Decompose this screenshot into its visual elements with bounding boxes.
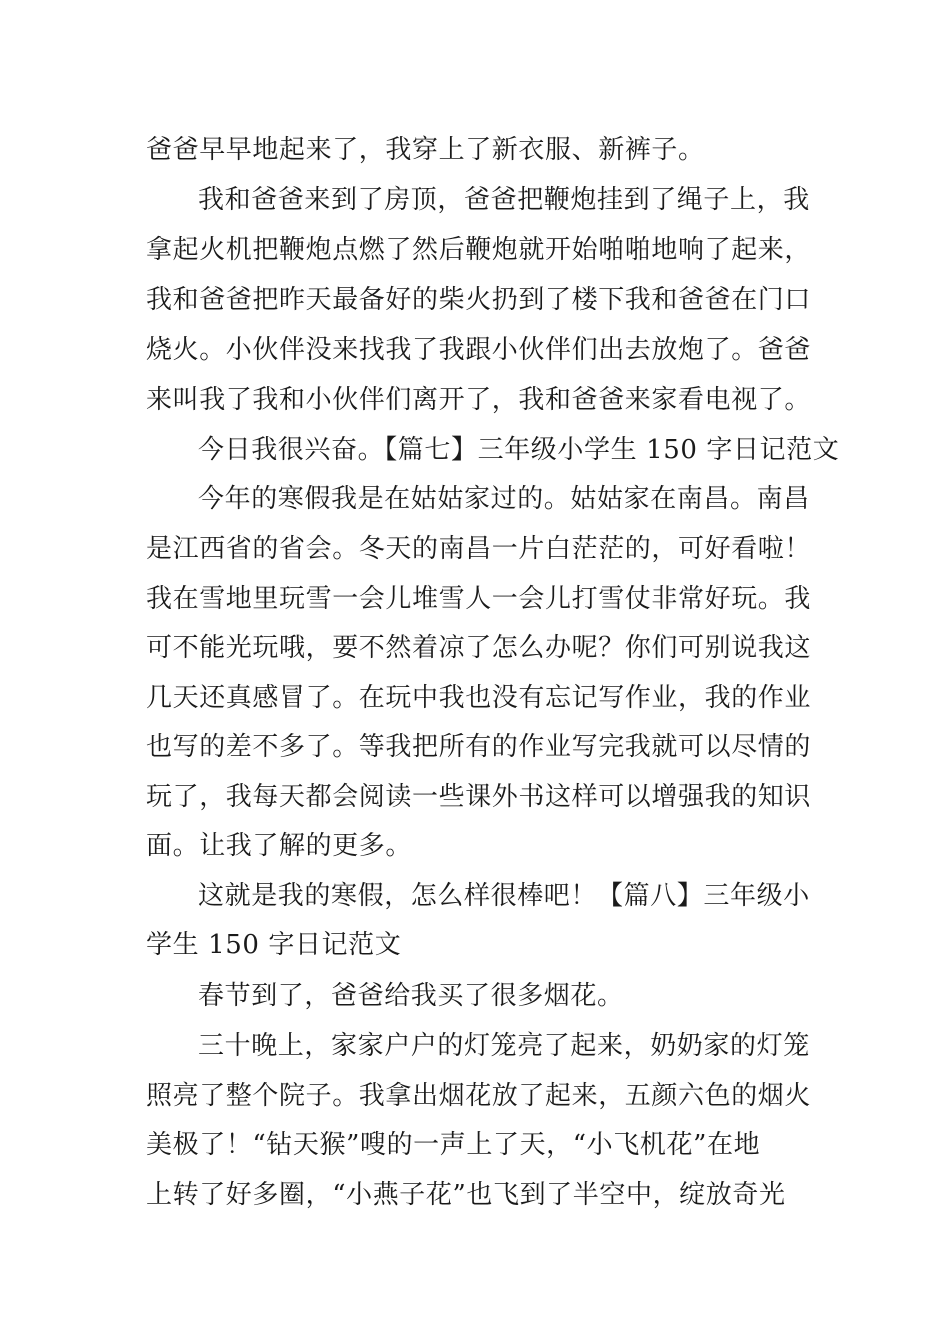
text-line: 烧火。小伙伴没来找我了我跟小伙伴们出去放炮了。爸爸: [146, 335, 812, 365]
text-line: 可不能光玩哦，要不然着凉了怎么办呢？你们可别说我这: [146, 633, 812, 663]
text-line: 我在雪地里玩雪一会儿堆雪人一会儿打雪仗非常好玩。我: [146, 584, 812, 614]
text-line: 上转了好多圈，“小燕子花”也飞到了半空中，绽放奇光: [146, 1180, 786, 1210]
paragraph-first-line: 这就是我的寒假，怎么样很棒吧！【篇八】三年级小: [198, 881, 810, 911]
text-line: 拿起火机把鞭炮点燃了然后鞭炮就开始啪啪地响了起来，: [146, 235, 812, 265]
text-line: 照亮了整个院子。我拿出烟花放了起来，五颜六色的烟火: [146, 1081, 812, 1111]
text-line: 几天还真感冒了。在玩中我也没有忘记写作业，我的作业: [146, 683, 812, 713]
paragraph-first-line: 今年的寒假我是在姑姑家过的。姑姑家在南昌。南昌: [198, 484, 810, 514]
text-line: 面。让我了解的更多。: [146, 831, 413, 861]
paragraph-first-line: 三十晚上，家家户户的灯笼亮了起来，奶奶家的灯笼: [198, 1031, 810, 1061]
text-line: 爸爸早早地起来了，我穿上了新衣服、新裤子。: [146, 135, 705, 165]
paragraph-first-line: 春节到了，爸爸给我买了很多烟花。: [198, 981, 624, 1011]
text-line: 是江西省的省会。冬天的南昌一片白茫茫的，可好看啦！: [146, 534, 812, 564]
text-line: 也写的差不多了。等我把所有的作业写完我就可以尽情的: [146, 732, 812, 762]
paragraph-first-line: 我和爸爸来到了房顶，爸爸把鞭炮挂到了绳子上，我: [198, 185, 810, 215]
text-line: 来叫我了我和小伙伴们离开了，我和爸爸来家看电视了。: [146, 385, 812, 415]
text-line: 美极了！“钻天猴”嗖的一声上了天，“小飞机花”在地: [146, 1130, 761, 1160]
text-line: 玩了，我每天都会阅读一些课外书这样可以增强我的知识: [146, 782, 812, 812]
paragraph-first-line: 今日我很兴奋。【篇七】三年级小学生 150 字日记范文: [198, 435, 840, 465]
text-line: 我和爸爸把昨天最备好的柴火扔到了楼下我和爸爸在门口: [146, 285, 812, 315]
text-line: 学生 150 字日记范文: [146, 930, 402, 960]
